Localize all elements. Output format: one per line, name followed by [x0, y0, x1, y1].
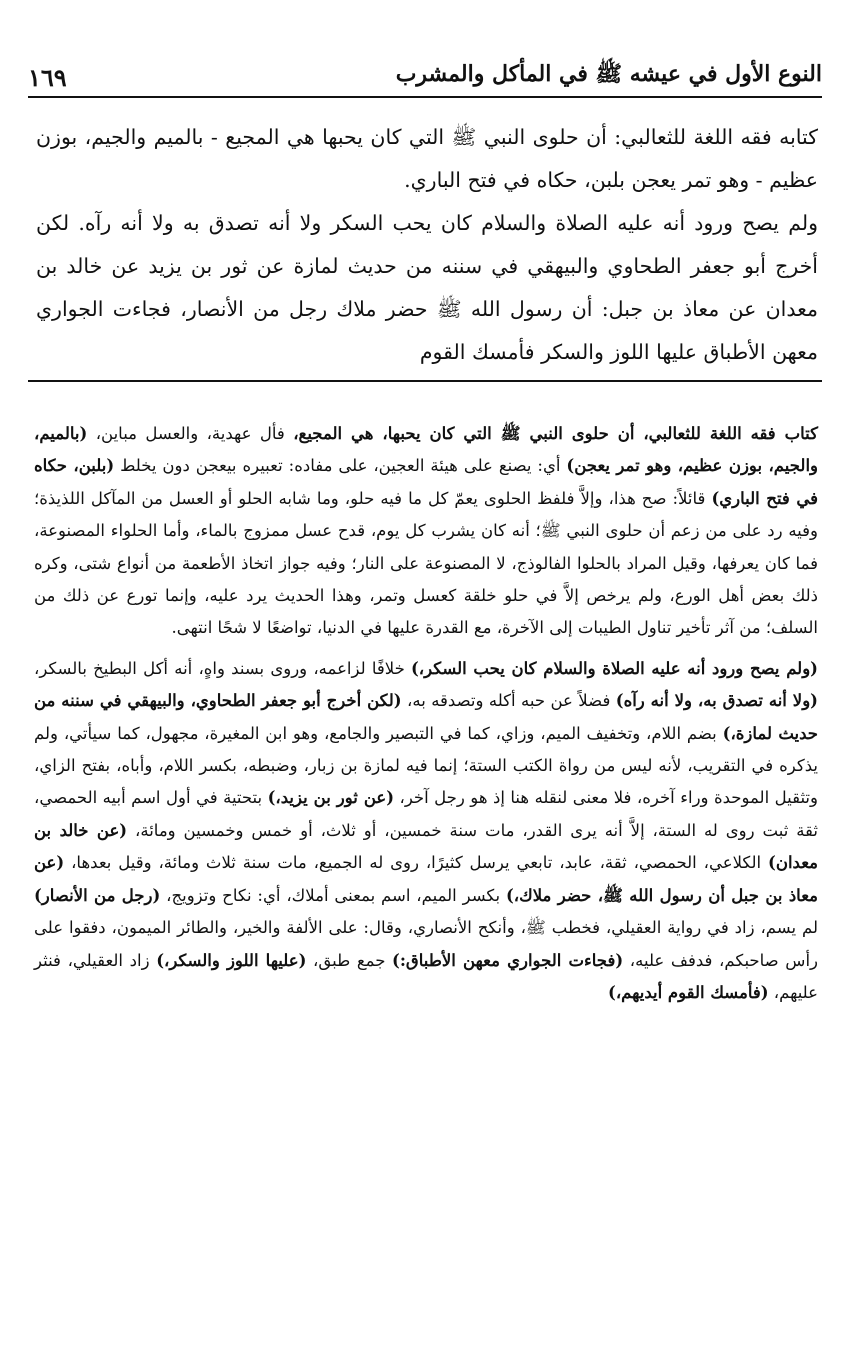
- commentary-text: خلافًا لزاعمه، وروى بسند واهٍ، أنه أكل البطيخ بالسكر،: [34, 658, 411, 678]
- quoted-text: (بلبن، حكاه في فتح الباري): [34, 456, 818, 508]
- quoted-text: كتاب فقه اللغة للثعالبي، أن حلوى النبي ﷺ التي كان يحبها، هي المجيع،: [293, 424, 818, 443]
- commentary-text: بكسر الميم، اسم بمعنى أملاك، أي: نكاح وتزويج،: [160, 885, 506, 905]
- quoted-text: (عن معاذ بن جبل أن رسول الله ﷺ، حضر ملاك،): [34, 853, 818, 905]
- commentary-text: لم يسم، زاد في رواية العقيلي، فخطب ﷺ، وأنكح الأنصاري، وقال: على الألفة والخير، والطائر الميمون، دفقوا على رأس صاحبكم، فدفف عليه،: [34, 918, 818, 970]
- quoted-text: (ولم يصح ورود أنه عليه الصلاة والسلام كان يحب السكر،): [411, 658, 818, 678]
- header-rule: [28, 96, 822, 98]
- commentary-text: أي: يصنع على هيئة العجين، على مفاده: تعبيره بيعجن دون يخلط: [114, 456, 567, 476]
- quoted-text: (عن ثور بن يزيد،): [267, 788, 395, 808]
- commentary-text: بتحتية في أول اسم أبيه الحمصي، ثقة ثبت روى له الستة، إلاَّ أنه يرى القدر، مات سنة خمسين، أو ثلاث، أو خمس وخمسين ومائة،: [34, 788, 818, 840]
- commentary: [34, 418, 818, 1009]
- commentary-separator: [28, 380, 822, 382]
- quoted-text: (عليها اللوز والسكر،): [156, 950, 307, 970]
- quoted-text: (فجاءت الجواري معهن الأطباق:): [392, 950, 624, 970]
- commentary-text: بضم اللام، وتخفيف الميم، وزاي، كما في التبصير والجامع، وهو ابن المغيرة، مجهول، كما سيأتي، ولم يذكره في التقريب، لأنه ليس من رواة الكتب الستة؛ إنما فيه لمازة بن زبار، وضبطه، بكسر اللام، وأباه، بفتح الزاي، وتثقيل الموحدة وراء آخره، فلا معنى لنقله هنا إذ هو رجل آخر،: [34, 723, 818, 808]
- commentary-text: الكلاعي، الحمصي، ثقة، عابد، تابعي يرسل كثيرًا، روى له الجميع، مات سنة ثلاث ومائة، وقيل بعدها،: [64, 853, 769, 873]
- quoted-text: (لكن أخرج أبو جعفر الطحاوي، والبيهقي في سننه من حديث لمازة،): [34, 691, 818, 743]
- running-title: النوع الأول في عيشه ﷺ في المأكل والمشرب: [395, 61, 822, 87]
- quoted-text: (ولا أنه تصدق به، ولا أنه رآه): [615, 691, 818, 711]
- commentary-text: فأل عهدية، والعسل مباين،: [87, 424, 294, 443]
- commentary-paragraph-1: [34, 418, 818, 645]
- commentary-text: قائلاً: صح هذا، وإلاَّ فلفظ الحلوى يعمّ كل ما فيه حلو، وما شابه الحلو أو العسل من المآكل اللذيذة؛ وفيه رد على من زعم أن حلوى النبي ﷺ؛ أنه كان يشرب كل يوم، قدح عسل ممزوج بالماء، وأما الحلواء المصنوعة، فما كان يعرفها، وقيل المراد بالحلوا الفالوذج، لا المصنوعة على النار؛ وفيه جواز اتخاذ الأطعمة من أنواع شتى، وكره ذلك بعض أهل الورع، ولم يرخص إلاَّ في حلو خلقة كعسل وتمر، وهذا الحديث يرد عليه، وإنما تورع عن ذلك من السلف؛ من آثر تأخير تناول الطيبات إلى الآخرة، مع القدرة عليها في الدنيا، تواضعًا لا شحًا انتهى.: [34, 488, 818, 638]
- main-text-paragraph-2: ولم يصح ورود أنه عليه الصلاة والسلام كان يحب السكر ولا أنه تصدق به ولا أنه رآه. لكن أخرج أبو جعفر الطحاوي والبيهقي في سننه من حديث لمازة عن ثور بن يزيد عن خالد بن معدان عن معاذ بن جبل: أن رسول الله ﷺ حضر ملاك رجل من الأنصار، فجاءت الجواري معهن الأطباق عليها اللوز والسكر فأمسك القوم: [36, 211, 818, 364]
- page-number: ١٦٩: [28, 63, 67, 92]
- commentary-text: زاد العقيلي، فنثر عليهم،: [34, 950, 818, 1002]
- commentary-paragraph-2: [34, 653, 818, 1009]
- commentary-text: فضلاً عن حبه أكله وتصدقه به،: [401, 691, 616, 711]
- quoted-text: (بالميم، والجيم، بوزن عظيم، وهو تمر يعجن): [34, 424, 818, 476]
- page-header: [28, 52, 822, 92]
- main-text-paragraph-1: كتابه فقه اللغة للثعالبي: أن حلوى النبي ﷺ التي كان يحبها هي المجيع - بالميم والجيم، بوزن عظيم - وهو تمر يعجن بلبن، حكاه في فتح الباري.: [36, 125, 818, 192]
- main-text: [36, 116, 818, 374]
- quoted-text: (عن خالد بن معدان): [34, 820, 818, 873]
- quoted-text: (رجل من الأنصار): [34, 885, 161, 905]
- quoted-text: (فأمسك القوم أيديهم،): [608, 982, 769, 1002]
- commentary-text: جمع طبق،: [306, 950, 393, 970]
